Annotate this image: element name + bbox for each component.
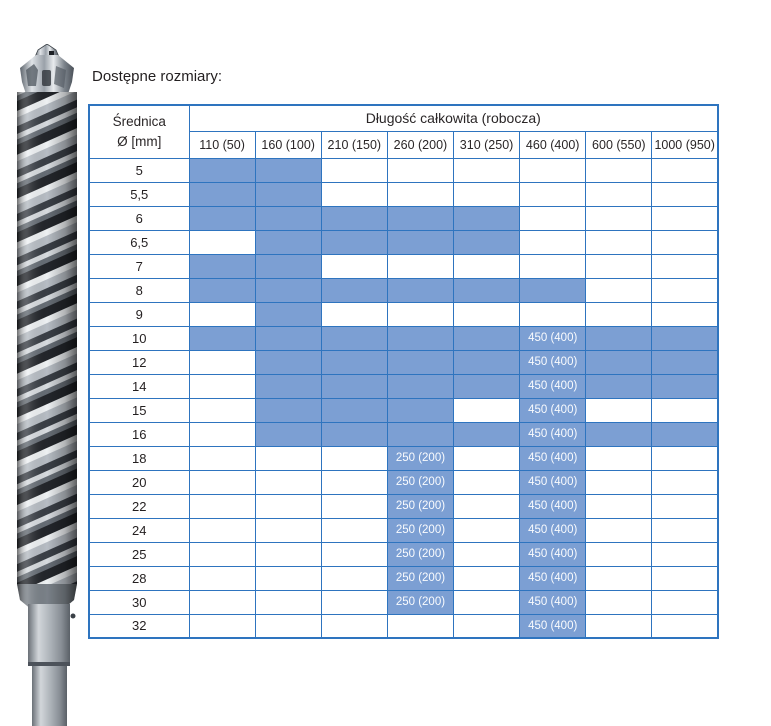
available-size-cell xyxy=(586,350,652,374)
unavailable-size-cell xyxy=(321,566,387,590)
available-size-cell xyxy=(255,350,321,374)
length-column-header: 160 (100) xyxy=(255,131,321,158)
table-row xyxy=(89,518,718,542)
available-size-cell: 450 (400) xyxy=(520,614,586,638)
unavailable-size-cell xyxy=(652,182,718,206)
unavailable-size-cell xyxy=(454,158,520,182)
sizes-table xyxy=(88,104,719,639)
available-size-cell xyxy=(387,278,453,302)
available-size-cell: 450 (400) xyxy=(520,446,586,470)
table-row xyxy=(89,614,718,638)
available-size-cell xyxy=(387,230,453,254)
available-size-cell: 450 (400) xyxy=(520,566,586,590)
unavailable-size-cell xyxy=(652,614,718,638)
unavailable-size-cell xyxy=(586,302,652,326)
available-size-cell xyxy=(189,158,255,182)
available-size-cell xyxy=(454,278,520,302)
available-size-cell xyxy=(387,422,453,446)
unavailable-size-cell xyxy=(586,206,652,230)
unavailable-size-cell xyxy=(189,518,255,542)
available-size-cell xyxy=(454,374,520,398)
unavailable-size-cell xyxy=(189,494,255,518)
unavailable-size-cell xyxy=(454,614,520,638)
unavailable-size-cell xyxy=(189,398,255,422)
available-size-cell: 450 (400) xyxy=(520,494,586,518)
available-size-cell xyxy=(520,278,586,302)
unavailable-size-cell xyxy=(189,422,255,446)
table-row xyxy=(89,374,718,398)
unavailable-size-cell xyxy=(652,302,718,326)
diameter-cell: 6 xyxy=(89,206,189,230)
available-size-cell xyxy=(255,278,321,302)
unavailable-size-cell xyxy=(189,470,255,494)
available-size-cell xyxy=(387,206,453,230)
length-column-header: 110 (50) xyxy=(189,131,255,158)
available-size-cell xyxy=(255,374,321,398)
table-row xyxy=(89,302,718,326)
length-column-header: 460 (400) xyxy=(520,131,586,158)
diameter-cell: 6,5 xyxy=(89,230,189,254)
unavailable-size-cell xyxy=(520,206,586,230)
unavailable-size-cell xyxy=(321,446,387,470)
unavailable-size-cell xyxy=(454,302,520,326)
diameter-cell: 15 xyxy=(89,398,189,422)
unavailable-size-cell xyxy=(454,542,520,566)
unavailable-size-cell xyxy=(520,254,586,278)
table-row xyxy=(89,470,718,494)
diameter-cell: 7 xyxy=(89,254,189,278)
unavailable-size-cell xyxy=(321,590,387,614)
table-row xyxy=(89,326,718,350)
available-size-cell xyxy=(255,182,321,206)
available-size-cell xyxy=(652,374,718,398)
unavailable-size-cell xyxy=(189,374,255,398)
unavailable-size-cell xyxy=(520,158,586,182)
length-column-header: 310 (250) xyxy=(454,131,520,158)
available-size-cell xyxy=(454,326,520,350)
unavailable-size-cell xyxy=(586,590,652,614)
available-size-cell: 250 (200) xyxy=(387,446,453,470)
table-row xyxy=(89,158,718,182)
table-row xyxy=(89,182,718,206)
table-row xyxy=(89,278,718,302)
available-size-cell xyxy=(454,206,520,230)
header-row-1 xyxy=(89,105,718,131)
unavailable-size-cell xyxy=(255,614,321,638)
drill-bit-image xyxy=(12,44,82,726)
available-size-cell xyxy=(255,230,321,254)
available-size-cell xyxy=(189,254,255,278)
available-size-cell: 250 (200) xyxy=(387,494,453,518)
unavailable-size-cell xyxy=(321,542,387,566)
available-size-cell: 250 (200) xyxy=(387,470,453,494)
unavailable-size-cell xyxy=(255,590,321,614)
unavailable-size-cell xyxy=(586,254,652,278)
table-row xyxy=(89,398,718,422)
unavailable-size-cell xyxy=(652,518,718,542)
unavailable-size-cell xyxy=(454,398,520,422)
unavailable-size-cell xyxy=(189,542,255,566)
unavailable-size-cell xyxy=(520,182,586,206)
unavailable-size-cell xyxy=(520,302,586,326)
available-size-cell xyxy=(586,422,652,446)
table-row xyxy=(89,230,718,254)
available-size-cell xyxy=(652,326,718,350)
unavailable-size-cell xyxy=(586,542,652,566)
available-size-cell xyxy=(189,326,255,350)
table-row xyxy=(89,422,718,446)
diameter-cell: 14 xyxy=(89,374,189,398)
length-column-header: 1000 (950) xyxy=(652,131,718,158)
unavailable-size-cell xyxy=(189,566,255,590)
unavailable-size-cell xyxy=(255,542,321,566)
unavailable-size-cell xyxy=(454,518,520,542)
available-size-cell xyxy=(387,326,453,350)
unavailable-size-cell xyxy=(255,494,321,518)
unavailable-size-cell xyxy=(586,278,652,302)
unavailable-size-cell xyxy=(652,542,718,566)
available-size-cell xyxy=(454,422,520,446)
available-size-cell xyxy=(321,374,387,398)
table-row xyxy=(89,494,718,518)
diameter-cell: 10 xyxy=(89,326,189,350)
diameter-header-line2: Ø [mm] xyxy=(117,133,162,149)
available-size-cell: 450 (400) xyxy=(520,398,586,422)
available-size-cell xyxy=(652,350,718,374)
diameter-cell: 16 xyxy=(89,422,189,446)
available-size-cell xyxy=(189,206,255,230)
diameter-cell: 18 xyxy=(89,446,189,470)
unavailable-size-cell xyxy=(255,566,321,590)
unavailable-size-cell xyxy=(454,566,520,590)
unavailable-size-cell xyxy=(652,230,718,254)
drill-bit-svg xyxy=(12,44,82,726)
available-size-cell xyxy=(586,374,652,398)
unavailable-size-cell xyxy=(387,182,453,206)
unavailable-size-cell xyxy=(255,446,321,470)
diameter-cell: 32 xyxy=(89,614,189,638)
available-size-cell xyxy=(321,422,387,446)
available-size-cell xyxy=(387,350,453,374)
diameter-cell: 9 xyxy=(89,302,189,326)
available-size-cell: 450 (400) xyxy=(520,590,586,614)
unavailable-size-cell xyxy=(189,230,255,254)
available-size-cell xyxy=(255,206,321,230)
unavailable-size-cell xyxy=(652,278,718,302)
unavailable-size-cell xyxy=(586,614,652,638)
available-size-cell: 450 (400) xyxy=(520,350,586,374)
unavailable-size-cell xyxy=(387,158,453,182)
unavailable-size-cell xyxy=(586,470,652,494)
available-size-cell xyxy=(454,350,520,374)
unavailable-size-cell xyxy=(255,470,321,494)
length-header: Długość całkowita (robocza) xyxy=(189,105,718,131)
diameter-cell: 12 xyxy=(89,350,189,374)
sizes-table-container xyxy=(88,104,719,639)
available-size-cell xyxy=(255,326,321,350)
available-size-cell xyxy=(454,230,520,254)
unavailable-size-cell xyxy=(652,470,718,494)
unavailable-size-cell xyxy=(586,158,652,182)
table-row xyxy=(89,446,718,470)
diameter-cell: 8 xyxy=(89,278,189,302)
unavailable-size-cell xyxy=(189,350,255,374)
available-size-cell xyxy=(586,326,652,350)
available-size-cell: 450 (400) xyxy=(520,542,586,566)
unavailable-size-cell xyxy=(652,566,718,590)
unavailable-size-cell xyxy=(586,182,652,206)
unavailable-size-cell xyxy=(652,446,718,470)
unavailable-size-cell xyxy=(586,398,652,422)
available-size-cell: 250 (200) xyxy=(387,566,453,590)
available-size-cell xyxy=(321,326,387,350)
diameter-cell: 20 xyxy=(89,470,189,494)
unavailable-size-cell xyxy=(586,230,652,254)
available-size-cell: 250 (200) xyxy=(387,590,453,614)
available-size-cell: 450 (400) xyxy=(520,422,586,446)
available-size-cell: 450 (400) xyxy=(520,518,586,542)
unavailable-size-cell xyxy=(652,206,718,230)
unavailable-size-cell xyxy=(321,158,387,182)
available-size-cell: 250 (200) xyxy=(387,518,453,542)
unavailable-size-cell xyxy=(586,494,652,518)
unavailable-size-cell xyxy=(387,302,453,326)
available-size-cell xyxy=(255,398,321,422)
available-size-cell xyxy=(321,350,387,374)
length-column-header: 210 (150) xyxy=(321,131,387,158)
available-size-cell: 450 (400) xyxy=(520,470,586,494)
unavailable-size-cell xyxy=(321,494,387,518)
diameter-cell: 5 xyxy=(89,158,189,182)
available-size-cell xyxy=(189,182,255,206)
unavailable-size-cell xyxy=(321,182,387,206)
unavailable-size-cell xyxy=(454,254,520,278)
unavailable-size-cell xyxy=(255,518,321,542)
available-size-cell: 250 (200) xyxy=(387,542,453,566)
unavailable-size-cell xyxy=(520,230,586,254)
diameter-cell: 30 xyxy=(89,590,189,614)
unavailable-size-cell xyxy=(321,470,387,494)
unavailable-size-cell xyxy=(652,494,718,518)
unavailable-size-cell xyxy=(321,302,387,326)
diameter-header xyxy=(89,105,189,158)
unavailable-size-cell xyxy=(652,158,718,182)
available-size-cell xyxy=(321,230,387,254)
unavailable-size-cell xyxy=(321,614,387,638)
table-row xyxy=(89,350,718,374)
available-size-cell: 450 (400) xyxy=(520,374,586,398)
unavailable-size-cell xyxy=(454,446,520,470)
available-size-cell xyxy=(321,206,387,230)
unavailable-size-cell xyxy=(321,254,387,278)
available-size-cell xyxy=(255,158,321,182)
available-size-cell xyxy=(255,422,321,446)
unavailable-size-cell xyxy=(387,614,453,638)
unavailable-size-cell xyxy=(454,470,520,494)
table-row xyxy=(89,254,718,278)
unavailable-size-cell xyxy=(586,446,652,470)
unavailable-size-cell xyxy=(189,590,255,614)
page-title: Dostępne rozmiary: xyxy=(92,68,223,85)
unavailable-size-cell xyxy=(454,590,520,614)
available-size-cell xyxy=(321,398,387,422)
table-row xyxy=(89,206,718,230)
table-row xyxy=(89,542,718,566)
unavailable-size-cell xyxy=(387,254,453,278)
table-row xyxy=(89,566,718,590)
diameter-cell: 25 xyxy=(89,542,189,566)
available-size-cell xyxy=(387,374,453,398)
available-size-cell xyxy=(255,302,321,326)
table-row xyxy=(89,590,718,614)
unavailable-size-cell xyxy=(652,590,718,614)
available-size-cell: 450 (400) xyxy=(520,326,586,350)
unavailable-size-cell xyxy=(321,518,387,542)
available-size-cell xyxy=(189,278,255,302)
available-size-cell xyxy=(387,398,453,422)
available-size-cell xyxy=(255,254,321,278)
unavailable-size-cell xyxy=(586,566,652,590)
length-column-header: 260 (200) xyxy=(387,131,453,158)
length-column-header: 600 (550) xyxy=(586,131,652,158)
unavailable-size-cell xyxy=(652,254,718,278)
diameter-cell: 5,5 xyxy=(89,182,189,206)
diameter-header-line1: Średnica xyxy=(112,114,166,130)
unavailable-size-cell xyxy=(189,614,255,638)
unavailable-size-cell xyxy=(454,494,520,518)
unavailable-size-cell xyxy=(586,518,652,542)
available-size-cell xyxy=(652,422,718,446)
unavailable-size-cell xyxy=(189,446,255,470)
unavailable-size-cell xyxy=(189,302,255,326)
available-size-cell xyxy=(321,278,387,302)
diameter-cell: 28 xyxy=(89,566,189,590)
unavailable-size-cell xyxy=(454,182,520,206)
diameter-cell: 24 xyxy=(89,518,189,542)
unavailable-size-cell xyxy=(652,398,718,422)
diameter-cell: 22 xyxy=(89,494,189,518)
